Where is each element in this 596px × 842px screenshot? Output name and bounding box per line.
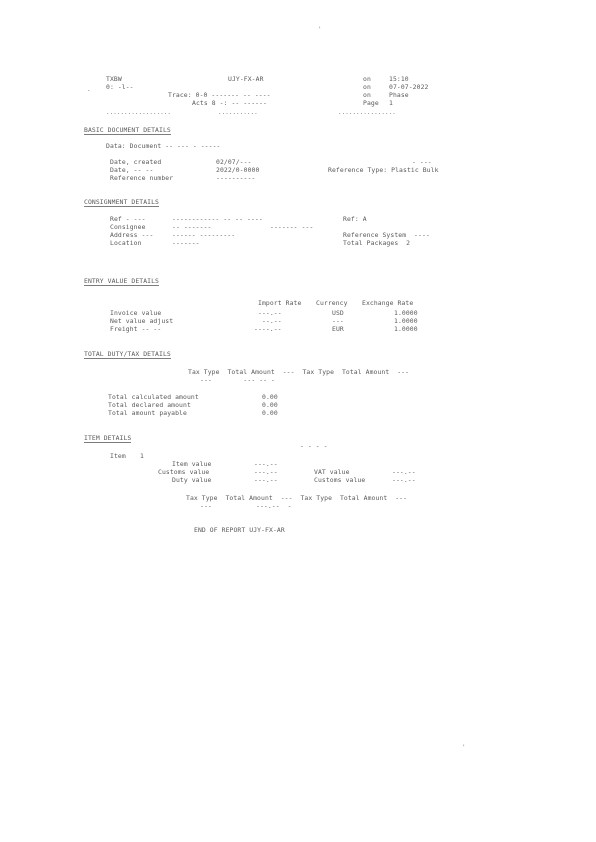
header-right-label2: on [363, 83, 371, 91]
header-dashes-left: .................. [106, 109, 172, 116]
section4-title: TOTAL DUTY/TAX DETAILS [84, 350, 171, 358]
section5-title: ITEM DETAILS [84, 434, 132, 442]
s1-row0-label: Date, created [110, 158, 162, 166]
header-right-label3: on [363, 91, 371, 99]
s3-header-currency: Currency [316, 299, 348, 307]
s2-row1-label: Consignee [110, 223, 146, 231]
header-center-line1: UJY-FX-AR [228, 75, 264, 83]
header-dashes-mid: ........... [218, 109, 258, 116]
s5-row2-value: ---.-- [254, 476, 278, 484]
header-right-value1: 15:10 [389, 75, 409, 83]
header-right-value3: Phase [389, 91, 409, 99]
s3-header-rate: Import Rate [258, 299, 302, 307]
s5-row2-extra-value: ---.-- [392, 476, 416, 484]
section3-title: ENTRY VALUE DETAILS [84, 277, 160, 285]
section1-subtitle: Data: Document -- --- - ----- [106, 142, 221, 150]
s3-header-exchange: Exchange Rate [362, 299, 414, 307]
s2-row0-extra: Ref: A [343, 215, 367, 223]
section1-title: BASIC DOCUMENT DETAILS [84, 126, 171, 134]
section2-title: CONSIGNMENT DETAILS [84, 198, 160, 206]
s2-row3-extra: Total Packages 2 [343, 239, 411, 247]
s4-row2-label: Total amount payable [108, 409, 187, 417]
s5-row0-value: ---.-- [254, 460, 278, 468]
header-right-value2: 07-07-2022 [389, 83, 429, 91]
s3-row1-cur: --- [332, 317, 344, 325]
header-left-line2: 0: -l-- [106, 83, 134, 91]
s4-row1-label: Total declared amount [108, 401, 191, 409]
s5-footer-line2-label: --- [200, 502, 212, 510]
s4-header-line1: Tax Type Total Amount --- Tax Type Total Amount --- [188, 368, 410, 376]
header-right-label4: Page [363, 99, 379, 107]
s4-row0-label: Total calculated amount [108, 393, 199, 401]
s1-row0-right: - --- [412, 158, 432, 166]
s5-row1-extra-value: ---.-- [392, 468, 416, 476]
s4-row2-value: 0.00 [262, 409, 278, 417]
s4-row0-value: 0.00 [262, 393, 278, 401]
s1-row1-value: 2022/0-0000 [216, 166, 260, 174]
margin-mark: . [87, 86, 91, 93]
s3-row1-rate: --.-- [262, 317, 282, 325]
s4-header-line2: --- --- -- - [200, 376, 276, 384]
s5-row1-value: ---.-- [254, 468, 278, 476]
s5-item-value: 1 [140, 452, 144, 460]
s5-row1-label: Customs value [158, 468, 210, 476]
s1-row0-value: 02/07/--- [216, 158, 252, 166]
header-right-value4: 1 [389, 99, 393, 107]
end-of-report: END OF REPORT UJY-FX-AR [194, 526, 285, 534]
s2-row1-value: -- ------- [172, 223, 212, 231]
s2-row1-extra: ------- --- [270, 223, 314, 231]
header-dashes-right: ................ [338, 109, 396, 116]
s2-row2-value: ------ --------- [172, 231, 236, 239]
header-left-line1: TXBW [106, 75, 122, 83]
s1-row2-label: Reference number [110, 174, 174, 182]
header-center-line2: Trace: 0-0 ------- -- ---- [168, 91, 271, 99]
s3-row0-ex: 1.0000 [394, 309, 418, 317]
s1-row2-value: ---------- [216, 174, 256, 182]
s3-row2-label: Freight -- -- [110, 325, 162, 333]
s5-row1-extra-label: VAT value [314, 468, 350, 476]
s4-row1-value: 0.00 [262, 401, 278, 409]
header-right-label1: on [363, 75, 371, 83]
s2-row0-label: Ref - --- [110, 215, 146, 223]
s2-row3-label: Location [110, 239, 142, 247]
s3-row1-label: Net value adjust [110, 317, 174, 325]
s3-row2-ex: 1.0000 [394, 325, 418, 333]
s3-row2-cur: EUR [332, 325, 344, 333]
s2-row2-label: Address --- [110, 231, 154, 239]
s3-row0-rate: ---.-- [258, 309, 282, 317]
s5-footer-line2-value: ---.-- - [256, 502, 292, 510]
s5-row0-label: Item value [172, 460, 212, 468]
s2-row2-extra: Reference System ---- [343, 231, 430, 239]
s3-row0-label: Invoice value [110, 309, 162, 317]
s5-row2-label: Duty value [172, 476, 212, 484]
top-mark: ' [318, 26, 322, 33]
s5-footer-line1: Tax Type Total Amount --- Tax Type Total Amount --- [186, 494, 408, 502]
s5-mid-text: - - - - [300, 442, 328, 450]
s2-row3-value: ------- [172, 239, 200, 247]
s2-row0-value: ------------ -- -- ---- [172, 215, 263, 223]
s3-row0-cur: USD [332, 309, 344, 317]
s5-row2-extra-label: Customs value [314, 476, 366, 484]
s1-row1-label: Date, -- -- [110, 166, 154, 174]
bottom-mark: ' [462, 744, 466, 751]
s1-row1-extra: Reference Type: Plastic Bulk [328, 166, 439, 174]
header-center-line3: Acts 8 -: -- ------ [192, 99, 268, 107]
s3-row1-ex: 1.0000 [394, 317, 418, 325]
s3-row2-rate: ----.-- [254, 325, 282, 333]
s5-item-label: Item [110, 452, 126, 460]
